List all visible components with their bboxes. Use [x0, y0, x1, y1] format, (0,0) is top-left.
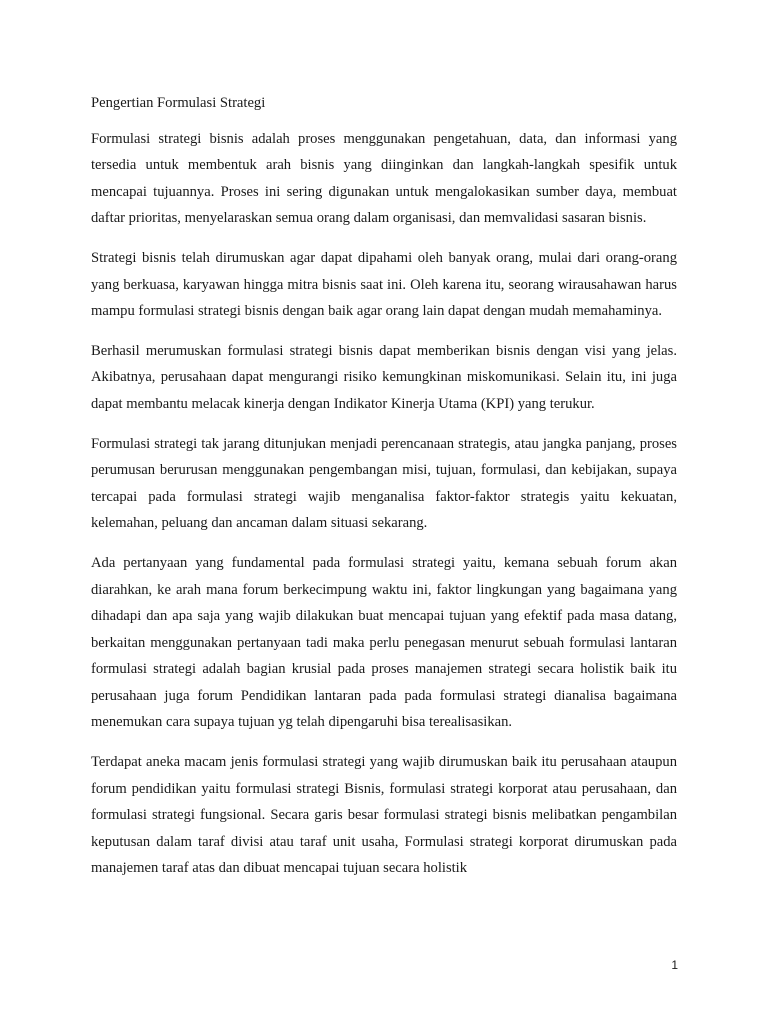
document-title: Pengertian Formulasi Strategi: [91, 95, 266, 111]
paragraph-2: Strategi bisnis telah dirumuskan agar dapat dipahami oleh banyak orang, mulai dari orang-orang yang berkuasa, karyawan hingga mitra bisnis saat ini. Oleh karena itu, seorang wirausahawan harus mampu formulasi strategi bisnis dengan baik agar orang lain dapat dengan mudah memahaminya.: [91, 249, 677, 320]
paragraph-5: Ada pertanyaan yang fundamental pada formulasi strategi yaitu, kemana sebuah forum akan diarahkan, ke arah mana forum berkecimpung waktu ini, faktor lingkungan yang bagaimana yang dihadapi dan apa saja yang wajib dilakukan buat mencapai tujuan yang efektif pada masa datang, berkaitan menggunakan pertanyaan tadi maka perlu penegasan menurut sebuah formulasi lantaran formulasi strategi adalah bagian krusial pada proses manajemen strategi secara holistik baik itu perusahaan juga forum Pendidikan lantaran pada pada formulasi strategi dianalisa bagaimana menemukan cara supaya tujuan yg telah dipengaruhi bisa terealisasikan.: [91, 554, 677, 731]
paragraph-3: Berhasil merumuskan formulasi strategi bisnis dapat memberikan bisnis dengan visi yang jelas. Akibatnya, perusahaan dapat mengurangi risiko kemungkinan miskomunikasi. Selain itu, ini juga dapat membantu melacak kinerja dengan Indikator Kinerja Utama (KPI) yang terukur.: [91, 342, 677, 412]
page-number: 1: [671, 958, 678, 972]
paragraph-6: Terdapat aneka macam jenis formulasi strategi yang wajib dirumuskan baik itu perusahaan ataupun forum pendidikan yaitu formulasi strategi Bisnis, formulasi strategi korporat atau perusahaan, dan formulasi strategi fungsional. Secara garis besar formulasi strategi bisnis melibatkan pengambilan keputusan dalam taraf divisi atau taraf unit usaha, Formulasi strategi korporat dirumuskan pada manajemen taraf atas dan dibuat mencapai tujuan secara holistik: [91, 754, 677, 877]
paragraph-1: Formulasi strategi bisnis adalah proses menggunakan pengetahuan, data, dan informasi yang tersedia untuk membentuk arah bisnis yang diinginkan dan langkah-langkah spesifik untuk mencapai tujuannya. Proses ini sering digunakan untuk mengalokasikan sumber daya, membuat daftar prioritas, menyelaraskan semua orang dalam organisasi, dan memvalidasi sasaran bisnis.: [91, 130, 677, 227]
document-body: [91, 90, 677, 895]
paragraph-4: Formulasi strategi tak jarang ditunjukan menjadi perencanaan strategis, atau jangka panjang, proses perumusan berurusan menggunakan pengembangan misi, tujuan, formulasi, dan kebijakan, supaya tercapai pada formulasi strategi wajib menganalisa faktor-faktor strategis yaitu kekuatan, kelemahan, peluang dan ancaman dalam situasi sekarang.: [91, 435, 677, 532]
